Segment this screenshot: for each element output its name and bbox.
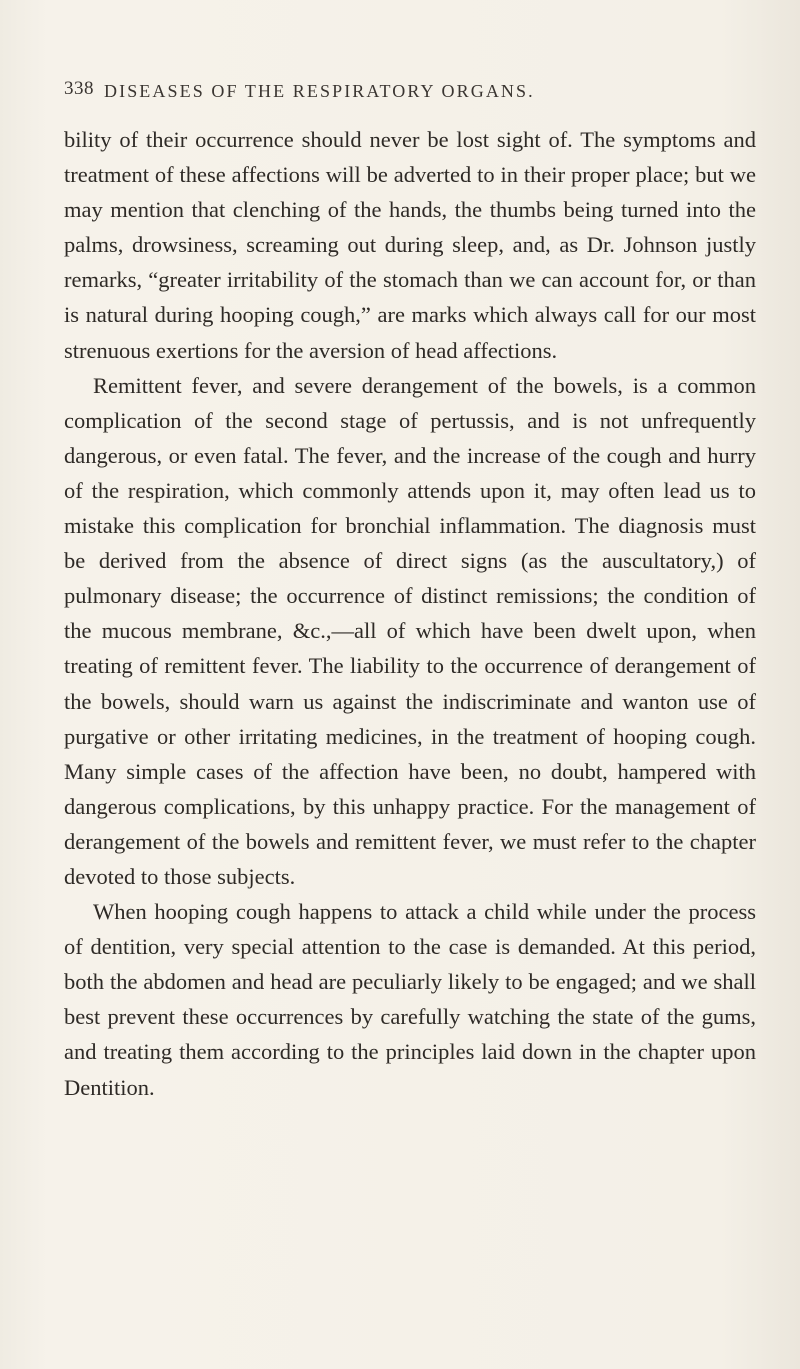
paragraph-dentition: When hooping cough happens to attack a child while under the process of dentition, very special attention to the case is demanded. At this period, both the abdomen and head are peculiarly likely to be engaged; and we shall best prevent these occurrences by carefully watching the state of the gums, and treating them according to the principles laid down in the chapter upon Dentition. [64,899,756,1100]
page-number: 338 [64,78,94,99]
paragraph-remittent-fever: Remittent fever, and severe derangement of the bowels, is a common complication of the second stage of pertussis, and is not unfrequently dangerous, or even fatal. The fever, and the increase of the cough and hurry of the respiration, which commonly attends upon it, may often lead us to mistake this complication for bronchial inflammation. The diagnosis must be derived from the absence of direct signs (as the auscultatory,) of pulmonary disease; the occurrence of distinct remissions; the condition of the mucous membrane, &c.,—all of which have been dwelt upon, when treating of remittent fever. The liability to the occurrence of derangement of the bowels, should warn us against the indiscriminate and wanton use of purgative or other irritating medicines, in the treatment of hooping cough. Many simple cases of the affection have been, no doubt, hampered with dangerous complications, by this unhappy practice. For the management of derangement of the bowels and remittent fever, we must refer to the chapter devoted to those subjects. [64,372,756,889]
page-header [64,78,744,108]
running-head: DISEASES OF THE RESPIRATORY ORGANS. [104,81,535,101]
body-text [64,122,756,1105]
paragraph-continuation: bility of their occurrence should never be lost sight of. The symptoms and treatment of these affections will be adverted to in their proper place; but we may mention that clenching of the hands, the thumbs being turned into the palms, drowsiness, screaming out during sleep, and, as Dr. Johnson justly remarks, “greater irritability of the stomach than we can account for, or than is natural during hooping cough,” are marks which always call for our most strenuous exertions for the aversion of head affections. [64,127,756,363]
